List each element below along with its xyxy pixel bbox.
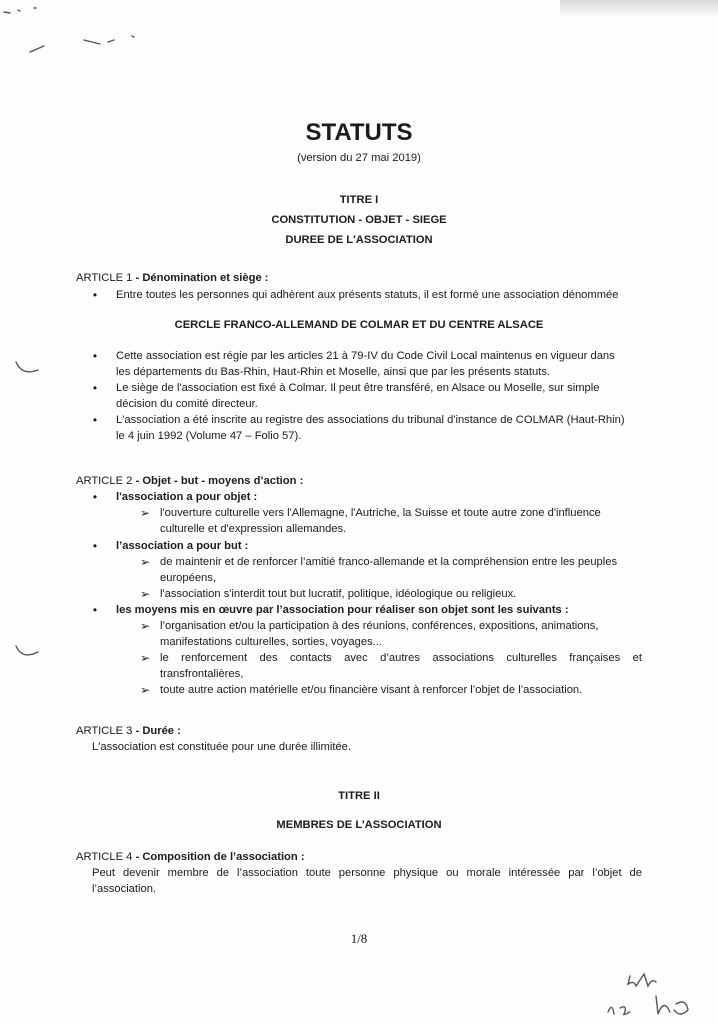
article-4-line-2: l’association. bbox=[92, 883, 157, 895]
objet-line-2: culturelle et d'expression allemandes. bbox=[160, 523, 347, 535]
article-4-heading bbox=[76, 850, 305, 866]
article-1-title: - Dénomination et siège : bbox=[132, 272, 269, 284]
bullet: • bbox=[92, 490, 98, 504]
bullet: • bbox=[92, 349, 98, 363]
arrow-bullet-icon: ➢ bbox=[140, 651, 151, 665]
moyen-1-line-1: l’organisation et/ou la participation à des réunions, conférences, expositions, animations, bbox=[160, 620, 599, 632]
article-1-bullet-1-line-2: les départements du Bas-Rhin, Haut-Rhin et Moselle, ainsi que par les présents statuts. bbox=[116, 366, 551, 378]
bullet: • bbox=[92, 603, 98, 617]
article-4-line-1: Peut devenir membre de l’association toute personne physique ou morale intéressée par l’objet de bbox=[92, 867, 642, 879]
version-line: (version du 27 mai 2019) bbox=[297, 152, 421, 164]
arrow-bullet-icon: ➢ bbox=[140, 683, 151, 697]
arrow-bullet-icon: ➢ bbox=[140, 555, 151, 569]
article-1-intro: Entre toutes les personnes qui adhèrent aux présents statuts, il est formé une association dénommée bbox=[116, 289, 619, 301]
objet-line-1: l'ouverture culturelle vers l'Allemagne, l'Autriche, la Suisse et toute autre zone d'influence bbox=[160, 507, 601, 519]
hole-punch-mark-1 bbox=[12, 356, 42, 380]
article-1-bullet-2-line-2: décision du comité directeur. bbox=[116, 398, 258, 410]
moyen-1-line-2: manifestations culturelles, sorties, voyages... bbox=[160, 636, 382, 648]
objet-label: l'association a pour objet : bbox=[116, 491, 258, 503]
article-3-title: - Durée : bbox=[132, 725, 181, 737]
titre-2-label: TITRE II bbox=[338, 790, 380, 802]
article-3-text: L'association est constituée pour une durée illimitée. bbox=[92, 741, 351, 753]
but-2: l'association s'interdit tout but lucratif, politique, idéologique ou religieux. bbox=[160, 588, 517, 600]
article-1-label: ARTICLE 1 bbox=[76, 272, 133, 284]
bullet: • bbox=[92, 288, 98, 302]
article-1-bullet-3-line-1: L'association a été inscrite au registre des associations du tribunal d'instance de COLMAR (Haut-Rhin) bbox=[116, 414, 625, 426]
titre-1-line-2: DUREE DE L'ASSOCIATION bbox=[285, 234, 433, 246]
article-3-label: ARTICLE 3 bbox=[76, 725, 133, 737]
bullet: • bbox=[92, 413, 98, 427]
article-2-label: ARTICLE 2 bbox=[76, 475, 133, 487]
titre-2-line-1: MEMBRES DE L’ASSOCIATION bbox=[276, 819, 442, 831]
article-1-bullet-1-line-1: Cette association est régie par les articles 21 à 79-IV du Code Civil Local maintenus en vigueur dans bbox=[116, 350, 615, 362]
article-1-bullet-2-line-1: Le siège de l'association est fixé à Colmar. Il peut être transféré, en Alsace ou Moselle, sur simple bbox=[116, 382, 600, 394]
but-label: l’association a pour but : bbox=[116, 540, 249, 552]
moyen-2-line-2: transfrontalières, bbox=[160, 668, 244, 680]
but-1-line-2: européens, bbox=[160, 572, 216, 584]
article-2-heading bbox=[76, 474, 303, 490]
article-4-title: - Composition de l’association : bbox=[132, 851, 305, 863]
moyen-3: toute autre action matérielle et/ou financière visant à renforcer l’objet de l’association. bbox=[160, 684, 583, 696]
arrow-bullet-icon: ➢ bbox=[140, 619, 151, 633]
moyen-2-line-1: le renforcement des contacts avec d’autres associations culturelles françaises et bbox=[160, 652, 642, 664]
article-2-title: - Objet - but - moyens d’action : bbox=[132, 475, 304, 487]
arrow-bullet-icon: ➢ bbox=[140, 587, 151, 601]
article-1-bullet-3-line-2: le 4 juin 1992 (Volume 47 – Folio 57). bbox=[116, 430, 302, 442]
titre-1-label: TITRE I bbox=[339, 194, 379, 206]
handwritten-initials bbox=[600, 968, 710, 1024]
arrow-bullet-icon: ➢ bbox=[140, 506, 151, 520]
titre-1-line-1: CONSTITUTION - OBJET - SIEGE bbox=[271, 214, 447, 226]
page-number: 1/8 bbox=[350, 931, 368, 946]
bullet: • bbox=[92, 539, 98, 553]
article-1-heading bbox=[76, 271, 269, 287]
scan-marks-top-left bbox=[0, 0, 160, 60]
hole-punch-mark-2 bbox=[12, 640, 42, 664]
bullet: • bbox=[92, 381, 98, 395]
article-4-label: ARTICLE 4 bbox=[76, 851, 133, 863]
scan-shadow-top-right bbox=[560, 0, 718, 18]
article-3-heading bbox=[76, 724, 181, 740]
page-title: STATUTS bbox=[305, 119, 413, 146]
moyens-label: les moyens mis en œuvre par l’association pour réaliser son objet sont les suivants : bbox=[116, 604, 569, 616]
association-name: CERCLE FRANCO-ALLEMAND DE COLMAR ET DU CENTRE ALSACE bbox=[174, 319, 544, 331]
but-1-line-1: de maintenir et de renforcer l’amitié franco-allemande et la compréhension entre les peuples bbox=[160, 556, 618, 568]
